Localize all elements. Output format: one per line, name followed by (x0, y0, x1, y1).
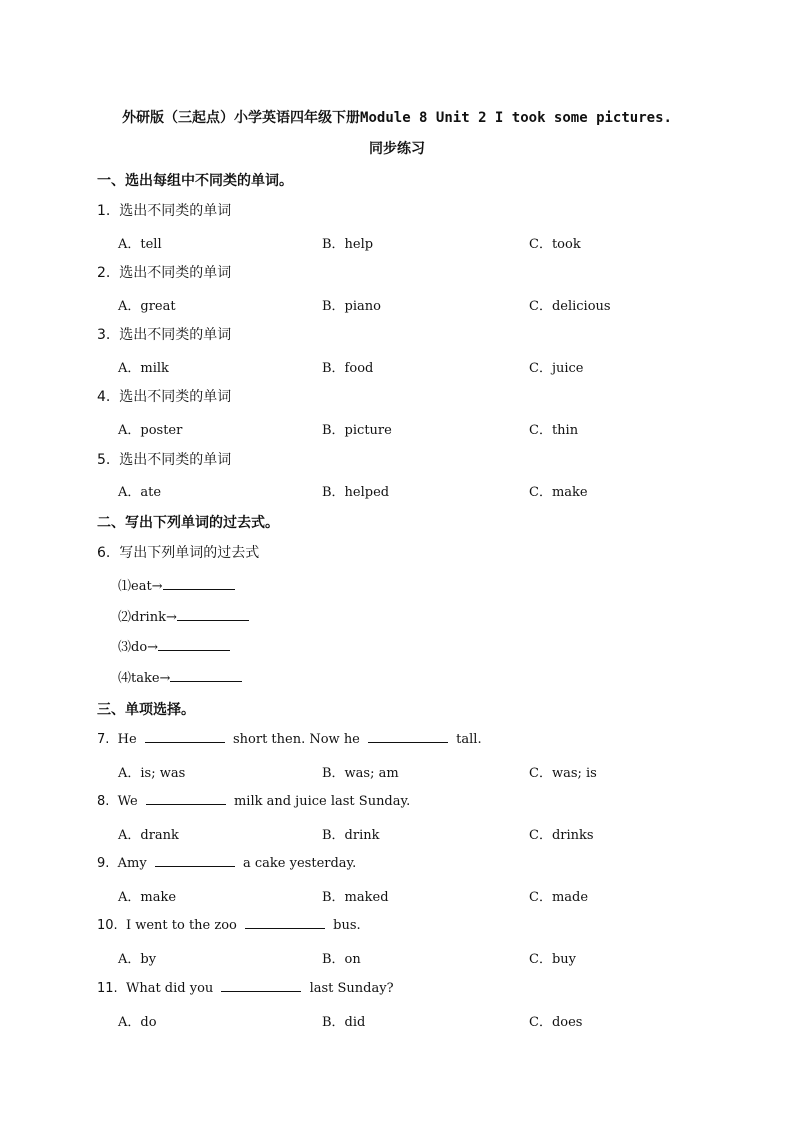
option-c: C．took (529, 237, 581, 252)
question-6 (97, 542, 259, 562)
item-text: ⑷take→ (118, 671, 171, 686)
item-text: ⑴eat→ (118, 579, 163, 594)
option-b: B．on (322, 952, 361, 967)
question-number: 7. (97, 732, 110, 747)
question-8 (97, 792, 410, 809)
question-9 (97, 854, 356, 871)
option-c: C．drinks (529, 828, 594, 843)
option-c: C．was; is (529, 766, 597, 781)
question-10 (97, 916, 361, 933)
question-stem: 选出不同类的单词 (119, 265, 232, 281)
option-a: A．great (118, 299, 176, 314)
question-number: 4. (97, 389, 111, 405)
question-text-before: He (117, 732, 137, 747)
question-3 (97, 324, 231, 344)
question-number: 11. (97, 981, 118, 996)
item-text: ⑶do→ (118, 640, 159, 655)
answer-blank[interactable] (145, 730, 225, 743)
option-a: A．milk (118, 361, 169, 376)
question-7 (97, 730, 482, 747)
option-b: B．food (322, 361, 374, 376)
past-tense-item-1 (118, 575, 235, 594)
option-c: C．make (529, 485, 588, 500)
option-a: A．is; was (118, 766, 186, 781)
question-text-middle: short then. Now he (232, 732, 360, 747)
question-number: 3. (97, 327, 111, 343)
answer-blank[interactable] (177, 608, 249, 621)
question-5 (97, 449, 231, 469)
question-number: 1. (97, 203, 111, 219)
question-11 (97, 979, 394, 996)
past-tense-item-2 (118, 606, 249, 625)
option-a: A．do (118, 1015, 157, 1030)
option-c: C．buy (529, 952, 576, 967)
question-number: 2. (97, 265, 111, 281)
question-1 (97, 200, 231, 220)
question-text-after: milk and juice last Sunday. (233, 794, 411, 809)
answer-blank[interactable] (170, 669, 242, 682)
option-b: B．drink (322, 828, 380, 843)
question-text-after: last Sunday? (309, 981, 394, 996)
past-tense-item-3 (118, 636, 230, 655)
option-b: B．did (322, 1015, 366, 1030)
option-a: A．poster (118, 423, 183, 438)
option-b: B．maked (322, 890, 389, 905)
question-number: 8. (97, 794, 110, 809)
question-text-before: I went to the zoo (125, 918, 237, 933)
option-b: B．picture (322, 423, 392, 438)
option-a: A．by (118, 952, 157, 967)
question-text-before: What did you (125, 981, 214, 996)
item-text: ⑵drink→ (118, 610, 177, 625)
section-heading-3: 三、单项选择。 (97, 702, 195, 718)
question-number: 10. (97, 918, 118, 933)
question-stem: 选出不同类的单词 (119, 203, 232, 219)
option-b: B．helped (322, 485, 390, 500)
answer-blank[interactable] (221, 979, 301, 992)
option-c: C．made (529, 890, 589, 905)
question-text-after: a cake yesterday. (243, 856, 357, 871)
past-tense-item-4 (118, 667, 242, 686)
question-stem: 选出不同类的单词 (119, 452, 232, 468)
section-heading-2: 二、写出下列单词的过去式。 (97, 515, 279, 531)
question-stem: 写出下列单词的过去式 (119, 545, 260, 561)
option-a: A．ate (118, 485, 162, 500)
answer-blank[interactable] (155, 854, 235, 867)
question-number: 6. (97, 545, 111, 561)
question-text-after: bus. (333, 918, 361, 933)
question-number: 5. (97, 452, 111, 468)
worksheet-subtitle: 同步练习 (369, 141, 425, 157)
answer-blank[interactable] (146, 792, 226, 805)
question-text-before: Amy (117, 856, 147, 871)
question-4 (97, 386, 231, 406)
option-a: A．tell (118, 237, 162, 252)
option-c: C．does (529, 1015, 583, 1030)
question-number: 9. (97, 856, 110, 871)
option-c: C．delicious (529, 299, 611, 314)
option-b: B．piano (322, 299, 381, 314)
worksheet-title: 外研版（三起点）小学英语四年级下册Module 8 Unit 2 I took some pictures. (122, 110, 672, 126)
option-a: A．make (118, 890, 177, 905)
option-c: C．thin (529, 423, 579, 438)
option-a: A．drank (118, 828, 179, 843)
question-stem: 选出不同类的单词 (119, 327, 232, 343)
answer-blank[interactable] (245, 916, 325, 929)
option-c: C．juice (529, 361, 584, 376)
option-b: B．was; am (322, 766, 399, 781)
question-stem: 选出不同类的单词 (119, 389, 232, 405)
answer-blank[interactable] (368, 730, 448, 743)
answer-blank[interactable] (163, 577, 235, 590)
option-b: B．help (322, 237, 374, 252)
section-heading-1: 一、选出每组中不同类的单词。 (97, 173, 293, 189)
question-text-after: tall. (456, 732, 482, 747)
question-2 (97, 262, 231, 282)
answer-blank[interactable] (158, 638, 230, 651)
question-text-before: We (117, 794, 138, 809)
